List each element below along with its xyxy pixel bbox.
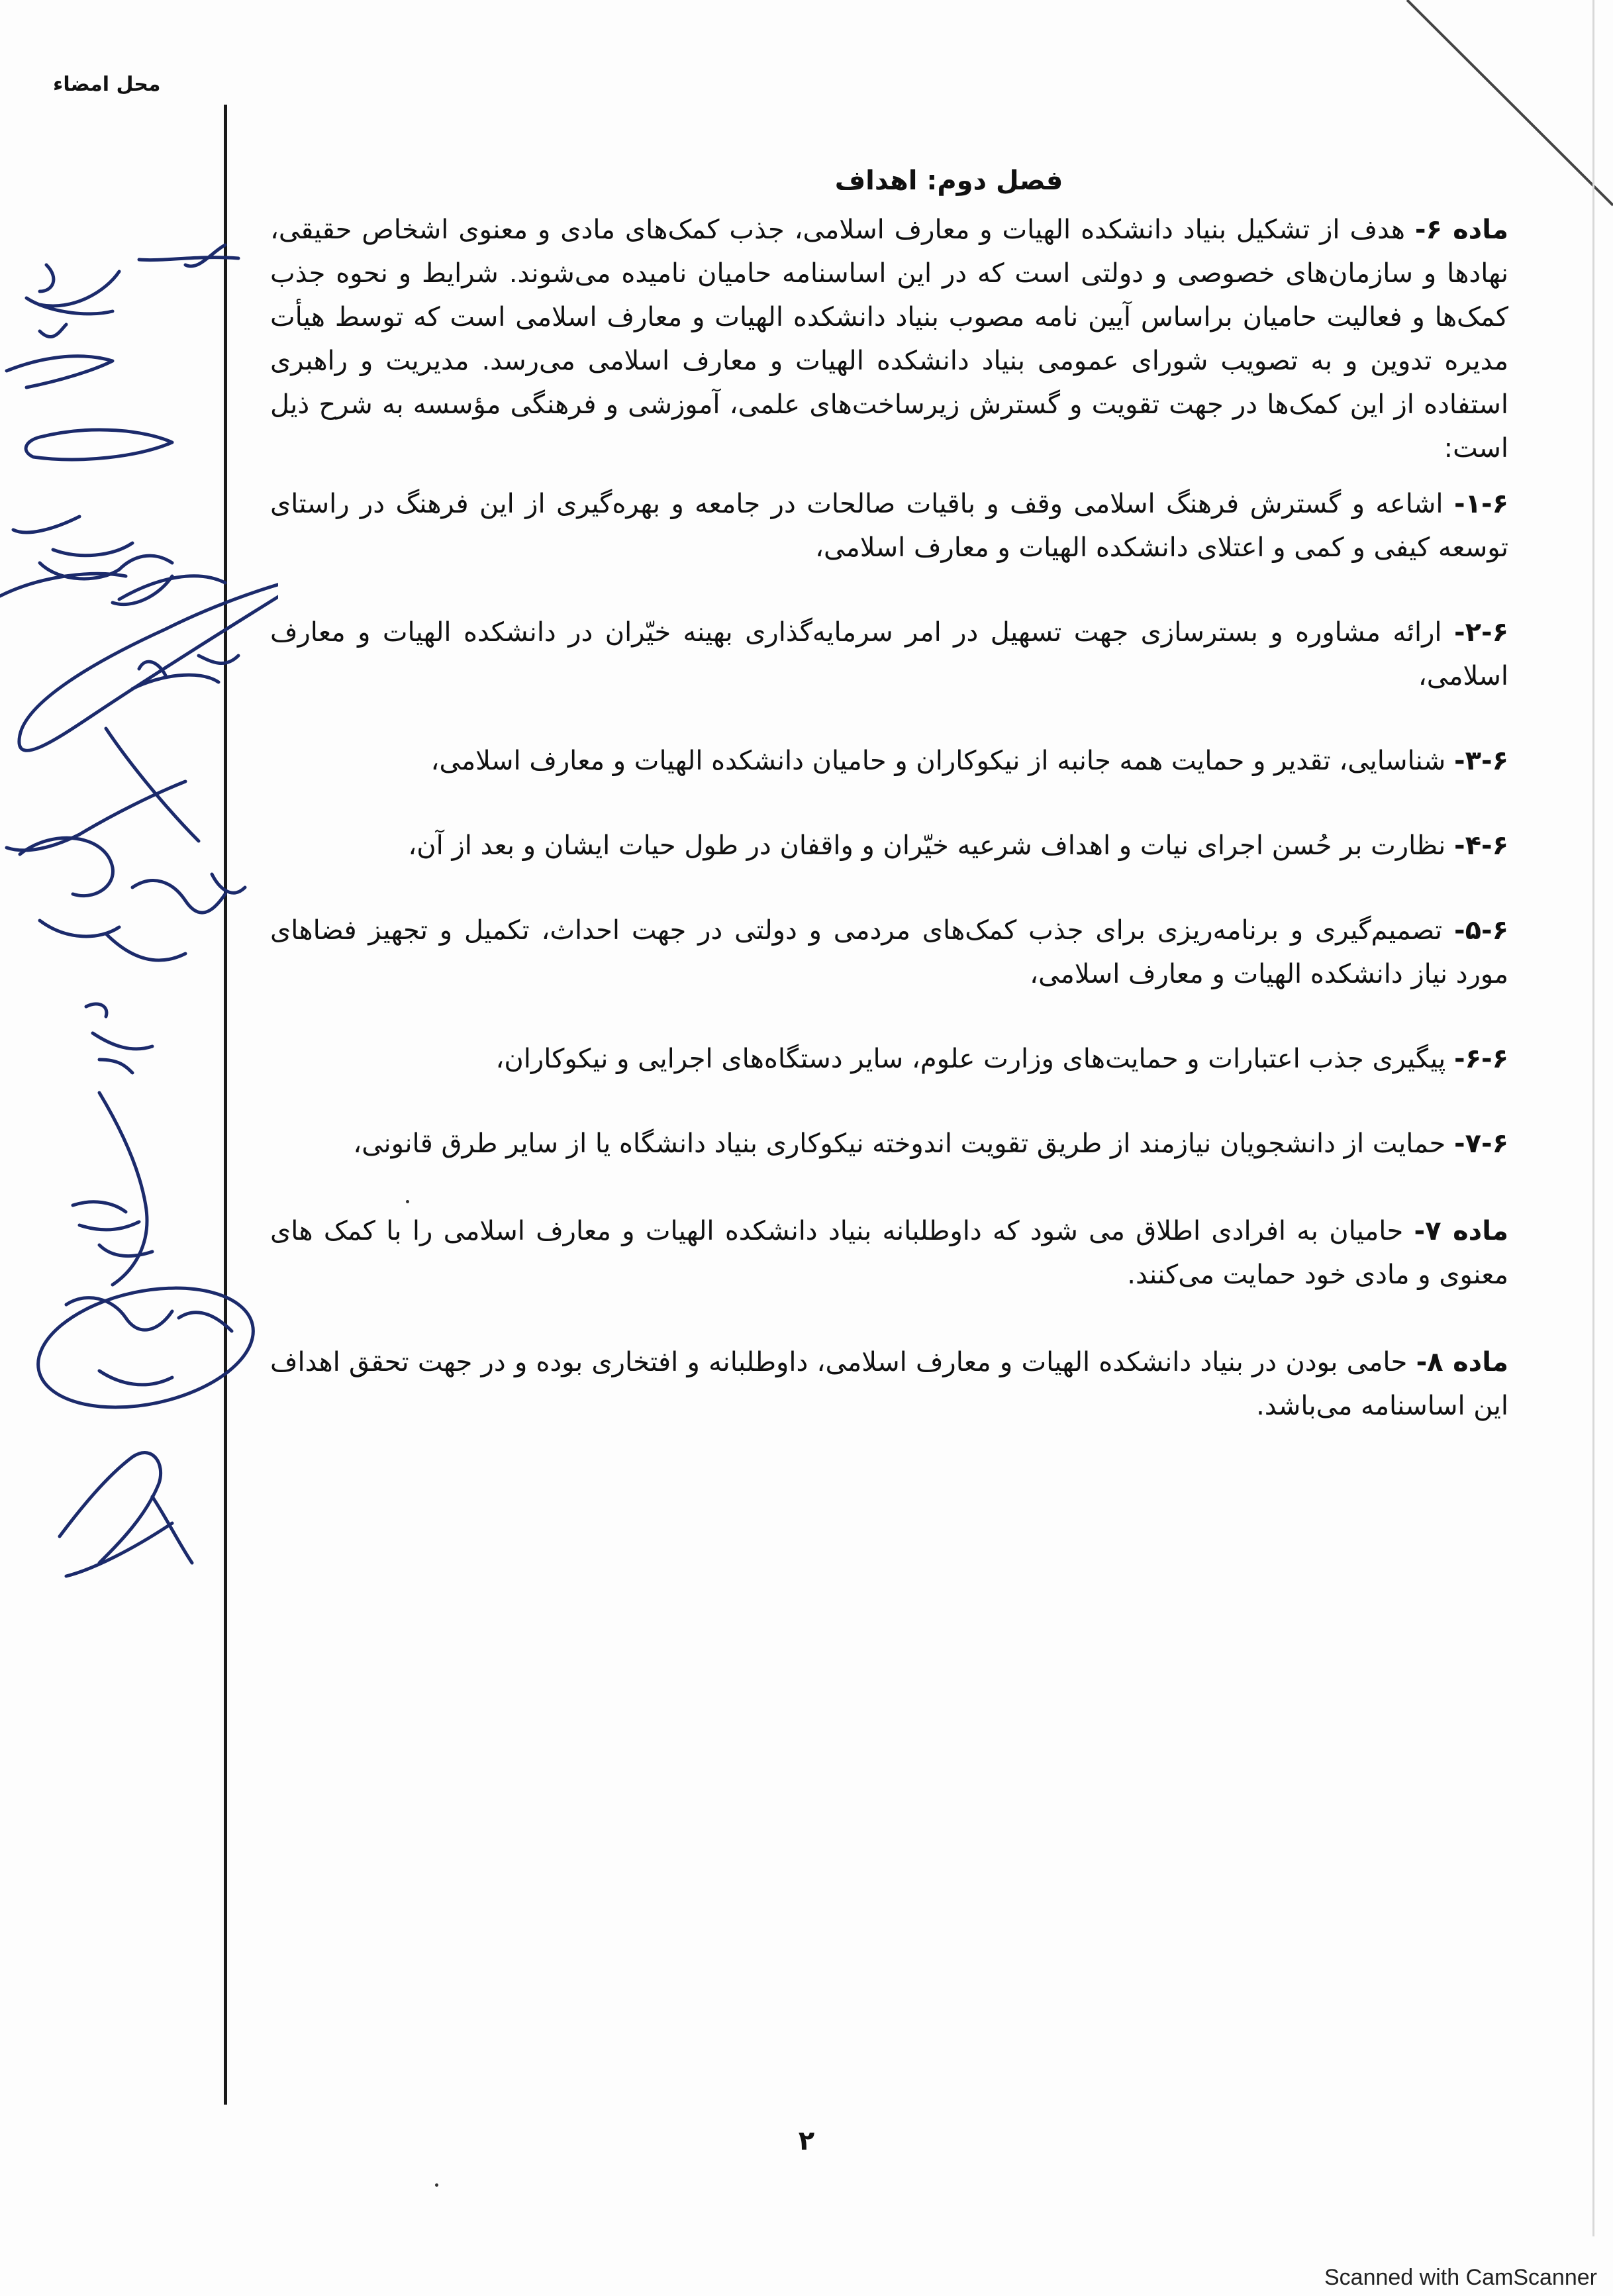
- page-number: ۲: [798, 2126, 815, 2156]
- clause-number: ۷-۶-: [1453, 1128, 1508, 1159]
- clause-text: شناسایی، تقدیر و حمایت همه جانبه از نیکوکاران و حامیان دانشکده الهیات و معارف اسلامی،: [430, 746, 1454, 776]
- article-6-clause-2: [270, 611, 1508, 698]
- article-7-text: حامیان به افرادی اطلاق می شود که داوطلبانه بنیاد دانشکده الهیات و معارف اسلامی را با کمک های معنوی و مادی خود حمایت می‌کنند.: [270, 1216, 1508, 1290]
- clause-number: ۲-۶-: [1453, 617, 1508, 648]
- signature-7: [73, 1202, 152, 1256]
- scan-speck: [406, 1200, 409, 1203]
- clause-text: ارائه مشاوره و بسترسازی جهت تسهیل در امر سرمایه‌گذاری بهینه خیّران در دانشکده الهیات و معارف اسلامی،: [270, 617, 1508, 691]
- signature-column: [0, 0, 278, 1656]
- clause-number: ۳-۶-: [1453, 746, 1508, 776]
- scanner-watermark: Scanned with CamScanner: [1324, 2265, 1597, 2290]
- article-6: [270, 208, 1508, 470]
- article-6-text: هدف از تشکیل بنیاد دانشکده الهیات و معارف اسلامی، جذب کمک‌های مادی و معنوی اشخاص حقیقی، نهادها و سازمان‌های خصوصی و دولتی است که در این اساسنامه حامیان نامیده می‌شوند. شرایط و نحوه جذب کمک‌ها و فعالیت حامیان براساس آیین نامه مصوب بنیاد دانشکده الهیات و معارف اسلامی است که توسط هیأت مدیره تدوین و به تصویب شورای عمومی بنیاد دانشکده الهیات و معارف اسلامی می‌رسد. مدیریت و راهبری استفاده از این کمک‌ها در جهت تقویت و گسترش زیرساخت‌های علمی، آموزشی و فرهنگی مؤسسه به شرح ذیل است:: [270, 215, 1508, 464]
- clause-text: اشاعه و گسترش فرهنگ اسلامی وقف و باقیات صالحات در جامعه و بهره‌گیری از این فرهنگ در راستای توسعه کیفی و کمی و اعتلای دانشکده الهیات و معارف اسلامی،: [270, 489, 1508, 563]
- clause-text: نظارت بر حُسن اجرای نیات و اهداف شرعیه خیّران و واقفان در طول حیات ایشان و بعد از آن،: [408, 830, 1454, 861]
- article-6-clause-4: [270, 824, 1508, 868]
- clause-text: حمایت از دانشجویان نیازمند از طریق تقویت اندوخته نیکوکاری بنیاد دانشگاه یا از سایر طرق قانونی،: [353, 1128, 1454, 1159]
- article-6-clause-1: [270, 482, 1508, 570]
- article-8: [270, 1340, 1508, 1428]
- document-body: [270, 159, 1508, 1428]
- signature-6: [86, 1004, 152, 1285]
- article-7: [270, 1209, 1508, 1297]
- article-6-clause-3: [270, 739, 1508, 783]
- clause-number: ۱-۶-: [1453, 489, 1508, 519]
- article-6-clause-6: [270, 1037, 1508, 1081]
- article-6-clause-7: [270, 1122, 1508, 1166]
- signature-8: [27, 1270, 264, 1426]
- signature-5: [20, 838, 245, 960]
- clause-number: ۵-۶-: [1453, 915, 1508, 946]
- signature-1: [7, 245, 238, 387]
- clause-number: ۶-۶-: [1453, 1044, 1508, 1074]
- chapter-title: فصل دوم: اهداف: [834, 166, 1063, 196]
- signature-3: [0, 556, 225, 605]
- scan-speck: [435, 2183, 438, 2187]
- page-edge-line: [1592, 0, 1594, 2236]
- clause-text: پیگیری جذب اعتبارات و حمایت‌های وزارت علوم، سایر دستگاه‌های اجرایی و نیکوکاران،: [495, 1044, 1454, 1074]
- clause-text: تصمیم‌گیری و برنامه‌ریزی برای جذب کمک‌های مردمی و دولتی در جهت احداث، تکمیل و تجهیز فضاهای مورد نیاز دانشکده الهیات و معارف اسلامی،: [270, 915, 1508, 989]
- article-7-heading: ماده ۷-: [1414, 1216, 1508, 1246]
- signature-area-label: محل امضاء: [53, 73, 161, 96]
- signature-4: [7, 576, 278, 850]
- article-6-heading: ماده ۶-: [1414, 215, 1508, 245]
- article-8-heading: ماده ۸-: [1416, 1347, 1508, 1377]
- signature-9: [60, 1453, 192, 1576]
- clause-number: ۴-۶-: [1453, 830, 1508, 861]
- signature-2: [13, 430, 172, 556]
- article-8-text: حامی بودن در بنیاد دانشکده الهیات و معارف اسلامی، داوطلبانه و افتخاری بوده و در جهت تحقق اهداف این اساسنامه می‌باشد.: [270, 1347, 1508, 1421]
- article-6-clause-5: [270, 909, 1508, 996]
